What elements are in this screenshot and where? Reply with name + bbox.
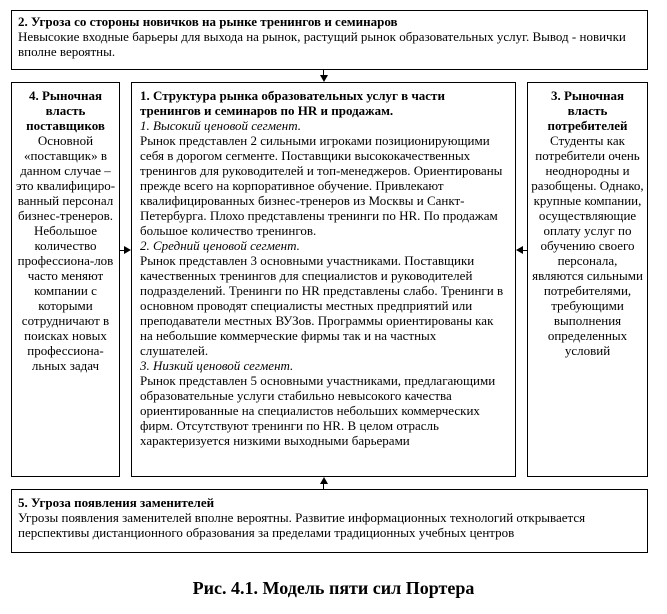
buyer-power-box — [527, 82, 648, 477]
segment-text-low: Рынок представлен 5 основными участниками, предлагающими образовательные услуги стабильно невысокого качества ориентированные на специалистов небольших коммерческих фирм. Отсутствуют тренинги по HR. В целом отрасль характеризуется низкими выходными барьерами — [140, 373, 496, 448]
threat-of-new-entrants-box — [11, 10, 648, 70]
arrow-up-icon — [320, 477, 328, 484]
segment-text-high: Рынок представлен 2 сильными игроками позиционирующими себя в дорогом сегменте. Поставщики высококачественных тренингов для руководителей и топ-менеджеров. Ориентированы прежде всего на корпоративное обучение. Привлекают квалифицированных бизнес-тренеров из Москвы и Санкт-Петербурга. Плохо представлены тренинги по HR. По продажам большое количество тренингов. — [140, 133, 503, 238]
segment-heading-high: 1. Высокий ценовой сегмент. — [140, 118, 302, 133]
box-text: Угрозы появления заменителей вполне вероятны. Развитие информационных технологий открывается перспективы дистанционного образования за пределами традиционных учебных центров — [18, 510, 586, 540]
box-text: Студенты как потребители очень неоднородны и разобщены. Однако, крупные компании, осуществляющие оплату услуг по обучению своего персонала, являются сильными потребителями, требующими выполнения определенных условий — [531, 133, 644, 358]
segment-text-mid: Рынок представлен 3 основными участниками. Поставщики качественных тренингов для специалистов и руководителей подразделений. Тренинги по HR представлены слабо. Тренинги в основном проводят специалисты местных предприятий или преподаватели местных ВУЗов. Программы ориентированы как на небольшие коммерческие фирмы так и на частных слушателей. — [140, 253, 504, 358]
box-title: 2. Угроза со стороны новичков на рынке тренингов и семинаров — [18, 14, 398, 29]
box-title: 3. Рыночная власть потребителей — [547, 88, 628, 133]
figure-caption: Рис. 4.1. Модель пяти сил Портера — [192, 578, 475, 598]
box-title: 1. Структура рынка образовательных услуг в части тренингов и семинаров по HR и продажам. — [140, 88, 445, 118]
segment-heading-low: 3. Низкий ценовой сегмент. — [140, 358, 294, 373]
arrow-down-icon — [320, 75, 328, 82]
market-structure-box — [131, 82, 516, 477]
supplier-power-box — [11, 82, 120, 477]
arrow-left-icon — [516, 246, 523, 254]
arrow-right-icon — [124, 246, 131, 254]
box-text: Невысокие входные барьеры для выхода на рынок, растущий рынок образовательных услуг. Вывод - новички вполне вероятны. — [18, 29, 626, 59]
box-text: Основной «поставщик» в данном случае – это квалифициро-ванный персонал бизнес-тренеров. Небольшое количество профессиона-лов часто меняют компании с которыми сотрудничают в поисках новых профессиона-льных задач — [15, 133, 116, 373]
box-title: 5. Угроза появления заменителей — [18, 495, 215, 510]
threat-of-substitutes-box — [11, 489, 648, 553]
segment-heading-mid: 2. Средний ценовой сегмент. — [140, 238, 300, 253]
box-title: 4. Рыночная власть поставщиков — [26, 88, 105, 133]
